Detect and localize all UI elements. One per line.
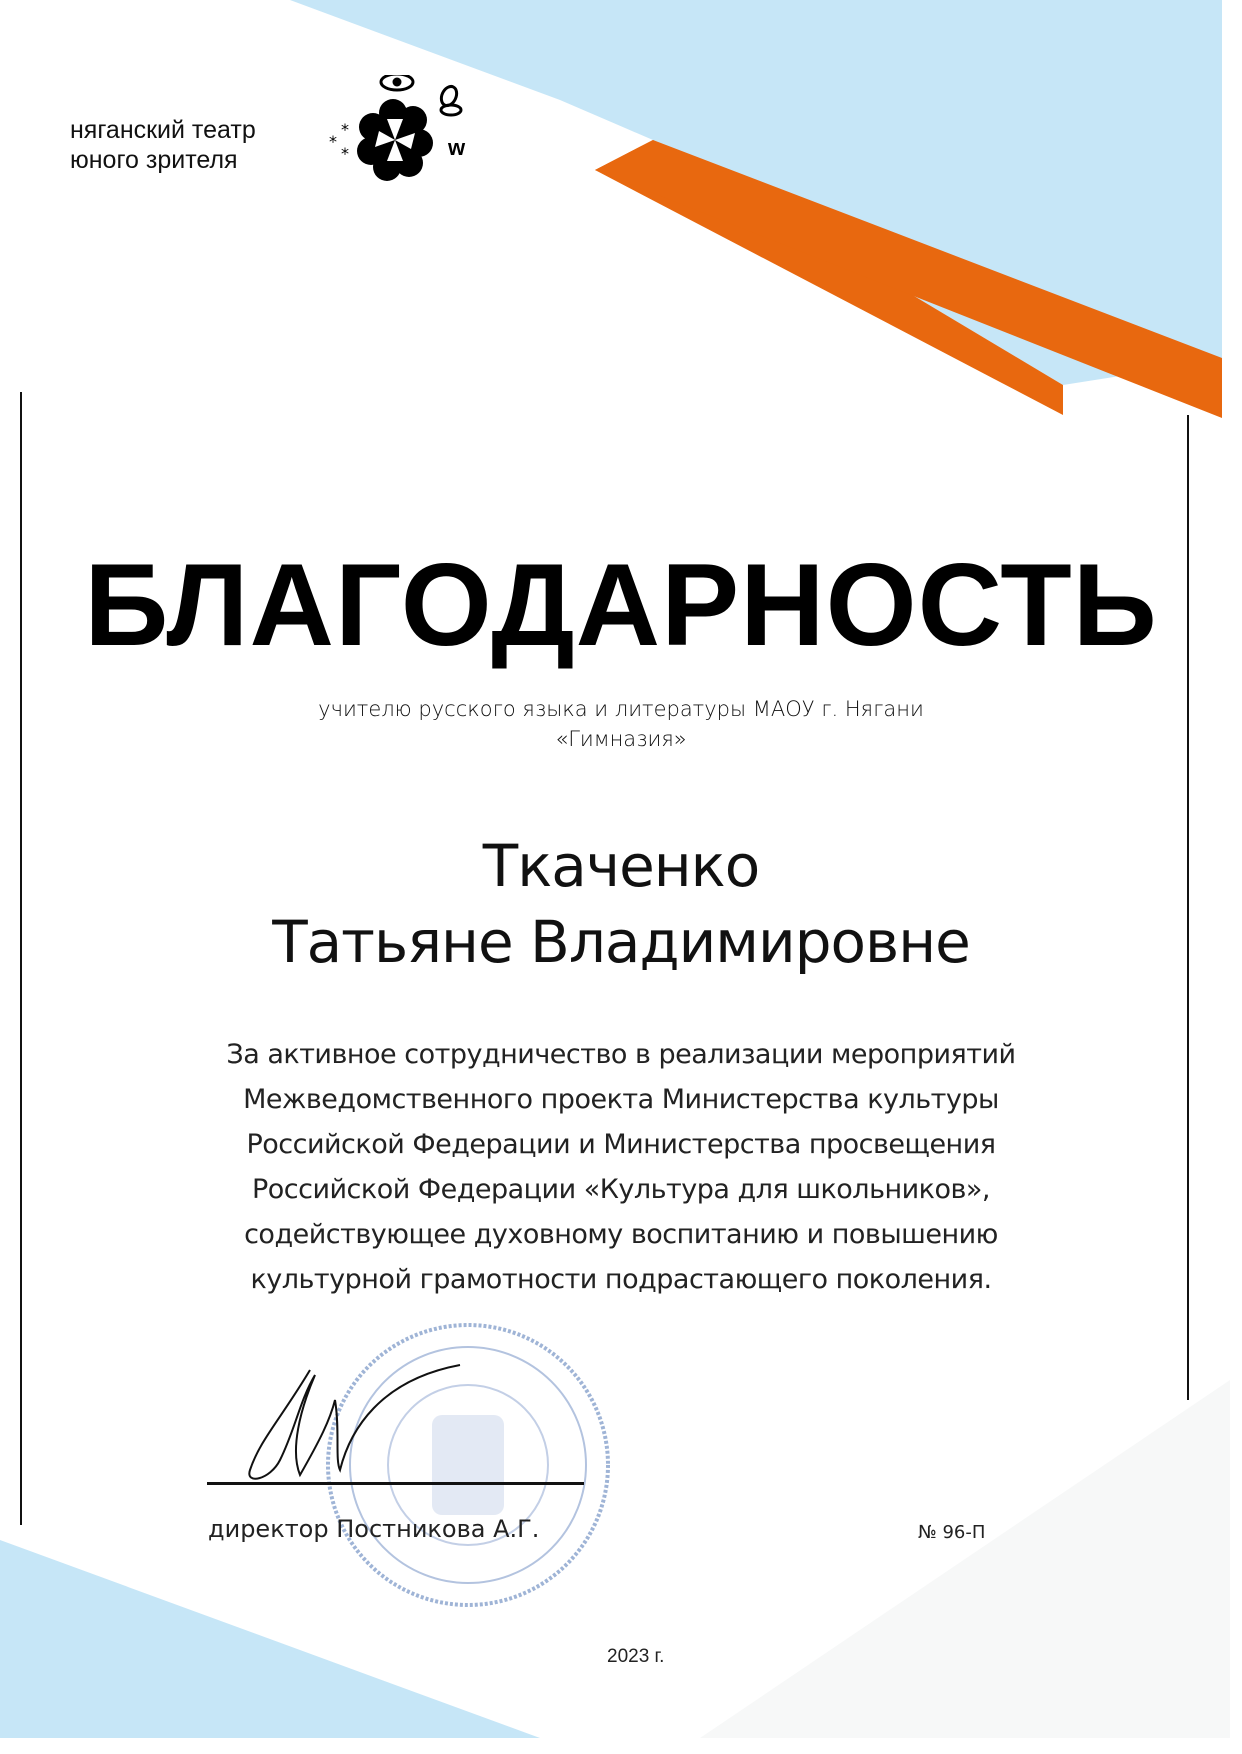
signatory: директор Постникова А.Г. (208, 1515, 540, 1543)
signature-line (207, 1482, 584, 1485)
recipient-name (0, 828, 1242, 980)
organization-name-line2: юного зрителя (70, 146, 238, 174)
document-number: № 96-П (918, 1522, 986, 1543)
organization-name-line1: няганский театр (70, 116, 256, 144)
recipient-surname: Ткаченко (482, 832, 760, 900)
body-line: Российской Федерации «Культура для школьников», (251, 1174, 991, 1205)
body-line: За активное сотрудничество в реализации мероприятий (226, 1039, 1016, 1070)
theatre-logo-icon (315, 75, 490, 195)
body-line: культурной грамотности подрастающего поколения. (250, 1264, 992, 1295)
svg-text:*: * (329, 132, 337, 151)
document-year: 2023 г. (607, 1646, 665, 1667)
organization-name (70, 115, 256, 175)
recipient-given-names: Татьяне Владимировне (272, 908, 970, 976)
certificate-title: БЛАГОДАРНОСТЬ (84, 539, 1158, 670)
svg-text:*: * (341, 144, 349, 163)
svg-text:w: w (448, 135, 466, 160)
body-line: Российской Федерации и Министерства просвещения (246, 1129, 996, 1160)
recipient-position (0, 694, 1242, 754)
body-line: Межведомственного проекта Министерства культуры (243, 1084, 999, 1115)
signature-icon (240, 1360, 470, 1490)
certificate-body (0, 1032, 1242, 1302)
recipient-position-line1: учителю русского языка и литературы МАОУ г. Нягани (318, 697, 924, 721)
svg-text:*: * (341, 120, 349, 139)
body-line: содействующее духовному воспитанию и повышению (244, 1219, 998, 1250)
recipient-position-line2: «Гимназия» (555, 727, 687, 751)
